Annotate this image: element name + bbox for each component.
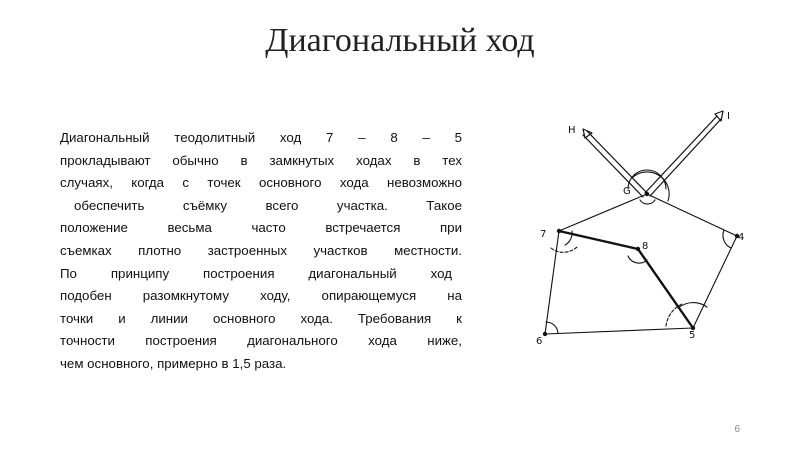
- traverse-diagram: [520, 100, 760, 360]
- paragraph-line: подобен разомкнутому ходу, опирающемуся на: [60, 288, 462, 304]
- paragraph-line: чем основного, примерно в 1,5 раза.: [60, 355, 287, 371]
- target-triangle-i: [715, 111, 723, 121]
- point-label-7: 7: [540, 229, 547, 240]
- point-label-g: G: [623, 186, 631, 197]
- point-label-h: H: [568, 125, 576, 136]
- station-point-6: [543, 332, 547, 336]
- paragraph-line: По принципу построения диагональный ход: [60, 265, 452, 281]
- point-label-8: 8: [642, 241, 649, 252]
- paragraph-line: положение весьма часто встречается при: [60, 220, 462, 236]
- paragraph-line: точности построения диагонального хода ниже,: [60, 333, 462, 349]
- angle-arc-6: [546, 322, 558, 333]
- main-traverse-polygon: [545, 194, 737, 334]
- point-label-i: I: [727, 111, 730, 122]
- angle-arc-g-lower: [640, 200, 655, 204]
- page-number: 6: [734, 424, 740, 435]
- description-paragraph: [60, 127, 462, 376]
- paragraph-line: Диагональный теодолитный ход 7 – 8 – 5: [60, 130, 462, 145]
- paragraph-line: обеспечить съёмку всего участка. Такое: [74, 197, 462, 213]
- station-point-8: [636, 247, 640, 251]
- point-label-5: 5: [689, 330, 696, 341]
- paragraph-line: случаях, когда с точек основного хода невозможно: [60, 175, 462, 191]
- station-point-g: [645, 192, 649, 196]
- diagonal-traverse-line: [559, 231, 693, 328]
- paragraph-line: точки и линии основного хода. Требования к: [60, 310, 462, 326]
- station-point-7: [557, 229, 561, 233]
- point-label-4: 4: [738, 232, 745, 243]
- paragraph-line: съемках плотно застроенных участков местности.: [60, 242, 462, 258]
- angle-arc-7-dashed: [551, 247, 577, 252]
- slide-title: Диагональный ход: [265, 22, 535, 59]
- paragraph-line: прокладывают обычно в замкнутых ходах в тех: [60, 152, 462, 168]
- orientation-line-i: [645, 116, 721, 196]
- target-triangle-h: [583, 129, 592, 138]
- point-label-6: 6: [536, 336, 543, 347]
- orientation-line-h: [583, 131, 647, 197]
